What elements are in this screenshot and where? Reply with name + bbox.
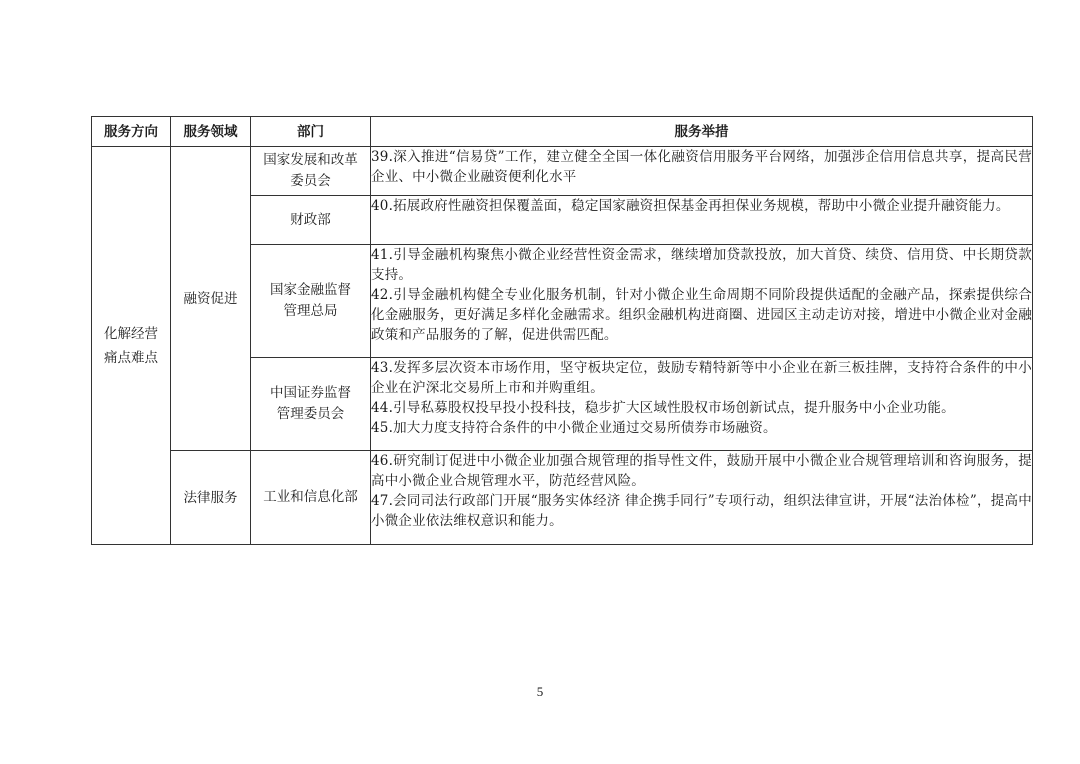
header-field: 服务领域 xyxy=(171,117,251,147)
table-row xyxy=(92,451,1033,545)
measure-item: 47.会同司法行政部门开展“服务实体经济 律企携手同行”专项行动，组织法律宣讲，开展“法治体检”，提高中小微企业依法维权意识和能力。 xyxy=(371,493,1032,529)
department-cell xyxy=(251,451,371,545)
measures-cell xyxy=(371,245,1033,358)
header-department: 部门 xyxy=(251,117,371,147)
header-row xyxy=(92,117,1033,147)
department-line: 国家金融监督 xyxy=(270,282,351,298)
department-line: 国家发展和改革 xyxy=(263,152,358,168)
measure-item: 43.发挥多层次资本市场作用，坚守板块定位，鼓励专精特新等中小企业在新三板挂牌，支持符合条件的中小企业在沪深北交易所上市和并购重组。 xyxy=(371,360,1032,396)
policy-table xyxy=(91,116,1033,545)
direction-line: 痛点难点 xyxy=(104,349,158,366)
service-field-cell: 融资促进 xyxy=(171,147,251,451)
service-field-cell: 法律服务 xyxy=(171,451,251,545)
measure-item: 41.引导金融机构聚焦小微企业经营性资金需求，继续增加贷款投放，加大首贷、续贷、信用贷、中长期贷款支持。 xyxy=(371,247,1032,283)
header-direction: 服务方向 xyxy=(92,117,171,147)
header-measures: 服务举措 xyxy=(371,117,1033,147)
service-direction-cell xyxy=(92,147,171,545)
measures-cell xyxy=(371,147,1033,196)
measures-cell xyxy=(371,358,1033,451)
page-number: 5 xyxy=(536,684,544,699)
department-cell xyxy=(251,196,371,245)
measure-item: 45.加大力度支持符合条件的中小微企业通过交易所债券市场融资。 xyxy=(371,420,777,436)
department-line: 中国证券监督 xyxy=(270,385,351,401)
measure-item: 46.研究制订促进中小微企业加强合规管理的指导性文件，鼓励开展中小微企业合规管理培训和咨询服务，提高中小微企业合规管理水平，防范经营风险。 xyxy=(371,453,1032,489)
department-line: 财政部 xyxy=(290,211,331,228)
department-line: 工业和信息化部 xyxy=(263,489,358,505)
measure-item: 44.引导私募股权投早投小投科技，稳步扩大区域性股权市场创新试点，提升服务中小企业功能。 xyxy=(371,400,955,416)
measures-cell xyxy=(371,451,1033,545)
measures-cell xyxy=(371,196,1033,245)
department-line: 管理总局 xyxy=(283,303,338,319)
department-cell xyxy=(251,245,371,358)
department-cell xyxy=(251,358,371,451)
table-row xyxy=(92,147,1033,196)
direction-line: 化解经营 xyxy=(104,325,158,342)
department-line: 管理委员会 xyxy=(276,406,345,422)
department-line: 委员会 xyxy=(290,173,331,189)
measure-item: 39.深入推进“信易贷”工作，建立健全全国一体化融资信用服务平台网络，加强涉企信用信息共享，提高民营企业、中小微企业融资便利化水平 xyxy=(371,149,1032,185)
department-cell xyxy=(251,147,371,196)
measure-item: 42.引导金融机构健全专业化服务机制，针对小微企业生命周期不同阶段提供适配的金融产品，探索提供综合化金融服务，更好满足多样化金融需求。组织金融机构进商圈、进园区主动走访对接，增进中小微企业对金融政策和产品服务的了解，促进供需匹配。 xyxy=(371,287,1032,343)
measure-item: 40.拓展政府性融资担保覆盖面，稳定国家融资担保基金再担保业务规模，帮助中小微企业提升融资能力。 xyxy=(371,198,1010,214)
